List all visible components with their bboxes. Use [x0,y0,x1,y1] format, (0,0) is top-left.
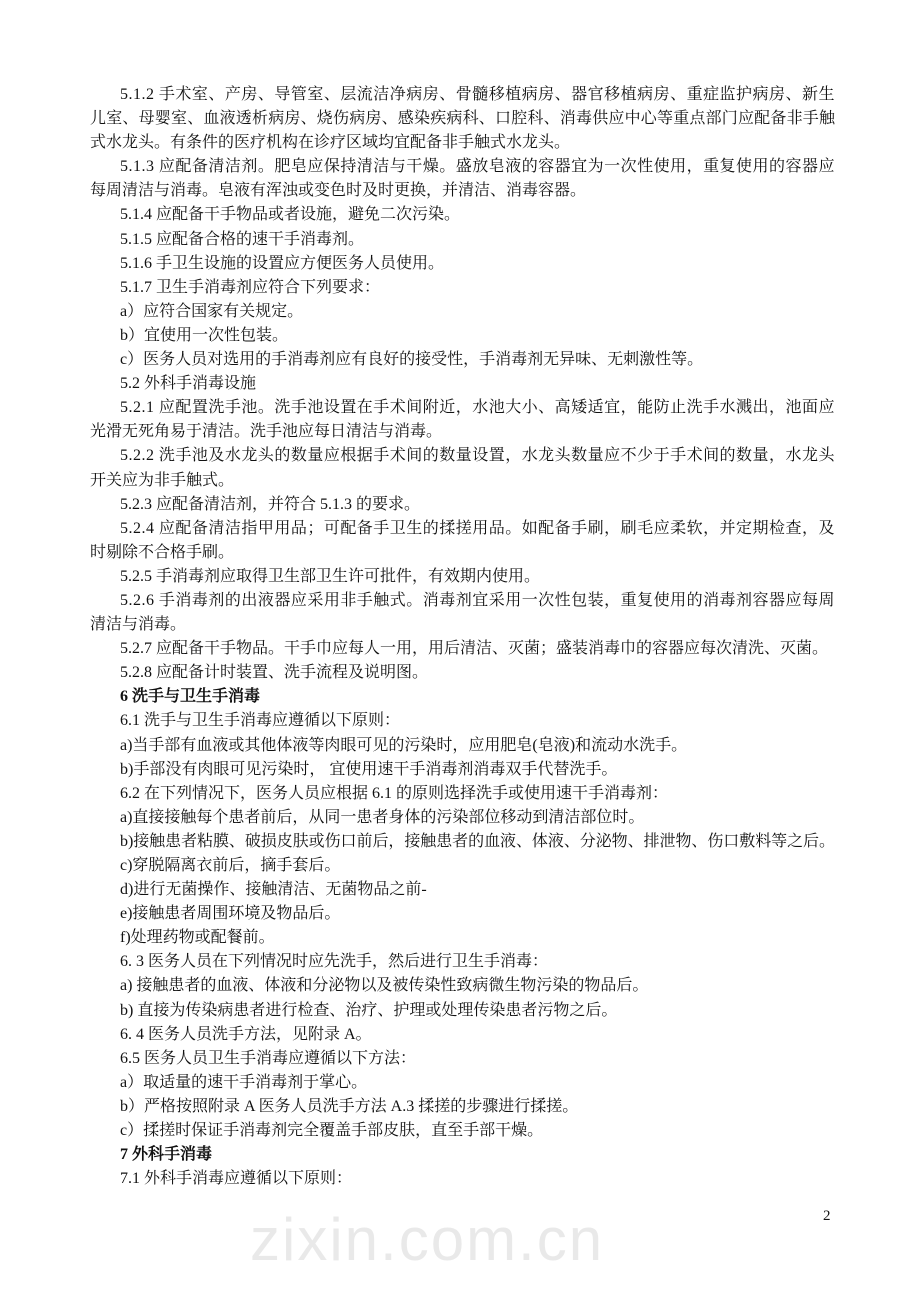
paragraph [90,709,835,733]
watermark: zixin.com.cn [250,1206,605,1273]
paragraph [90,926,835,950]
text-line: 5.1.3 应配备清洁剂。肥皂应保持清洁与干燥。盛放皂液的容器宜为一次性使用，重复使用的容器应 [120,158,835,176]
text-line: 5.2.8 应配备计时装置、洗手流程及说明图。 [120,664,429,682]
paragraph [90,276,835,300]
text-line: 6 洗手与卫生手消毒 [120,688,261,706]
section-heading [90,1143,835,1167]
paragraph [90,661,835,685]
text-line: 每周清洁与消毒。皂液有浑浊或变色时及时更换，并清洁、消毒容器。 [90,182,587,200]
paragraph [90,372,835,396]
paragraph [90,444,835,492]
paragraph [90,228,835,252]
text-line: 时剔除不合格手刷。 [90,543,235,561]
paragraph [90,348,835,372]
paragraph [90,155,835,203]
text-line: 5.2 外科手消毒设施 [120,375,257,393]
text-line: 6. 3 医务人员在下列情况时应先洗手，然后进行卫生手消毒： [120,953,549,971]
text-line: c）医务人员对选用的手消毒剂应有良好的接受性，手消毒剂无异味、无刺激性等。 [120,351,704,369]
page-number: 2 [823,1208,831,1224]
text-line: 6.2 在下列情况下，医务人员应根据 6.1 的原则选择洗手或使用速干手消毒剂： [120,784,669,802]
text-line: 开关应为非手触式。 [90,471,235,489]
paragraph [90,252,835,276]
paragraph [90,493,835,517]
text-line: 儿室、母婴室、血液透析病房、烧伤病房、感染疾病科、口腔科、消毒供应中心等重点部门应配备非手触 [90,110,835,128]
paragraph [90,589,835,637]
paragraph [90,83,835,155]
paragraph [90,950,835,974]
paragraph [90,203,835,227]
paragraph [90,974,835,998]
text-line: d)进行无菌操作、接触清洁、无菌物品之前- [120,881,427,899]
text-line: b）严格按照附录 A 医务人员洗手方法 A.3 揉搓的步骤进行揉搓。 [120,1097,579,1115]
text-line: 5.1.7 卫生手消毒剂应符合下列要求： [120,278,381,296]
text-line: 5.1.2 手术室、产房、导管室、层流洁净病房、骨髓移植病房、器官移植病房、重症监护病房、新生 [120,86,835,103]
text-line: 7.1 外科手消毒应遵循以下原则： [120,1170,353,1188]
text-line: 5.1.5 应配备合格的速干手消毒剂。 [120,230,365,248]
text-line: b）宜使用一次性包装。 [120,326,289,344]
paragraph [90,1167,835,1191]
text-line: 6. 4 医务人员洗手方法，见附录 A。 [120,1025,372,1043]
paragraph [90,1047,835,1071]
text-line: c)穿脱隔离衣前后，摘手套后。 [120,857,341,874]
text-line: 6.1 洗手与卫生手消毒应遵循以下原则： [120,712,401,730]
paragraph [90,637,835,661]
text-line: 5.2.1 应配置洗手池。洗手池设置在手术间附近，水池大小、高矮适宜，能防止洗手水溅出，池面应 [120,399,835,417]
paragraph [90,902,835,926]
text-line: 7 外科手消毒 [120,1146,213,1164]
paragraph [90,782,835,806]
text-line: a）取适量的速干手消毒剂于掌心。 [120,1073,368,1091]
paragraph [90,734,835,758]
text-line: 5.1.6 手卫生设施的设置应方便医务人员使用。 [120,254,445,272]
paragraph [90,517,835,565]
text-line: 5.1.4 应配备干手物品或者设施，避免二次污染。 [120,206,461,224]
text-line: 5.2.4 应配备清洁指甲用品；可配备手卫生的揉搓用品。如配备手刷，刷毛应柔软，并定期检查，及 [120,519,835,537]
paragraph [90,999,835,1023]
text-line: 清洁与消毒。 [90,616,187,634]
paragraph [90,300,835,324]
text-line: 5.2.6 手消毒剂的出液器应采用非手触式。消毒剂宜采用一次性包装，重复使用的消毒剂容器应每周 [120,591,835,609]
paragraph [90,806,835,830]
text-line: 5.2.2 洗手池及水龙头的数量应根据手术间的数量设置，水龙头数量应不少于手术间的数量，水龙头 [120,447,835,465]
paragraph [90,324,835,348]
paragraph [90,396,835,444]
text-line: 5.2.3 应配备清洁剂，并符合 5.1.3 的要求。 [120,495,421,513]
paragraph [90,1071,835,1095]
paragraph [90,1023,835,1047]
document-body [90,83,835,1191]
text-line: a）应符合国家有关规定。 [120,302,304,320]
text-line: 式水龙头。有条件的医疗机构在诊疗区域均宜配备非手触式水龙头。 [90,134,571,152]
text-line: 6.5 医务人员卫生手消毒应遵循以下方法： [120,1049,417,1067]
paragraph [90,758,835,782]
text-line: b) 直接为传染病患者进行检查、治疗、护理或处理传染患者污物之后。 [120,1001,618,1019]
text-line: 光滑无死角易于清洁。洗手池应每日清洁与消毒。 [90,423,443,441]
text-line: b)接触患者粘膜、破损皮肤或伤口前后，接触患者的血液、体液、分泌物、排泄物、伤口敷料等之后。 [120,832,835,850]
text-line: f)处理药物或配餐前。 [120,929,275,947]
text-line: c）揉搓时保证手消毒剂完全覆盖手部皮肤，直至手部干燥。 [120,1122,544,1140]
text-line: a) 接触患者的血液、体液和分泌物以及被传染性致病微生物污染的物品后。 [120,977,649,995]
paragraph [90,854,835,878]
text-line: a)直接接触每个患者前后，从同一患者身体的污染部位移动到清洁部位时。 [120,808,645,826]
paragraph [90,1095,835,1119]
paragraph [90,878,835,902]
paragraph [90,1119,835,1143]
text-line: 5.2.7 应配备干手物品。干手巾应每人一用，用后清洁、灭菌；盛装消毒巾的容器应每次清洗、灭菌。 [120,640,829,658]
text-line: 5.2.5 手消毒剂应取得卫生部卫生许可批件，有效期内使用。 [120,567,541,585]
paragraph [90,565,835,589]
text-line: a)当手部有血液或其他体液等肉眼可见的污染时，应用肥皂(皂液)和流动水洗手。 [120,736,688,754]
text-line: e)接触患者周围环境及物品后。 [120,905,341,923]
section-heading [90,685,835,709]
paragraph [90,830,835,854]
text-line: b)手部没有肉眼可见污染时， 宜使用速干手消毒剂消毒双手代替洗手。 [120,760,618,778]
